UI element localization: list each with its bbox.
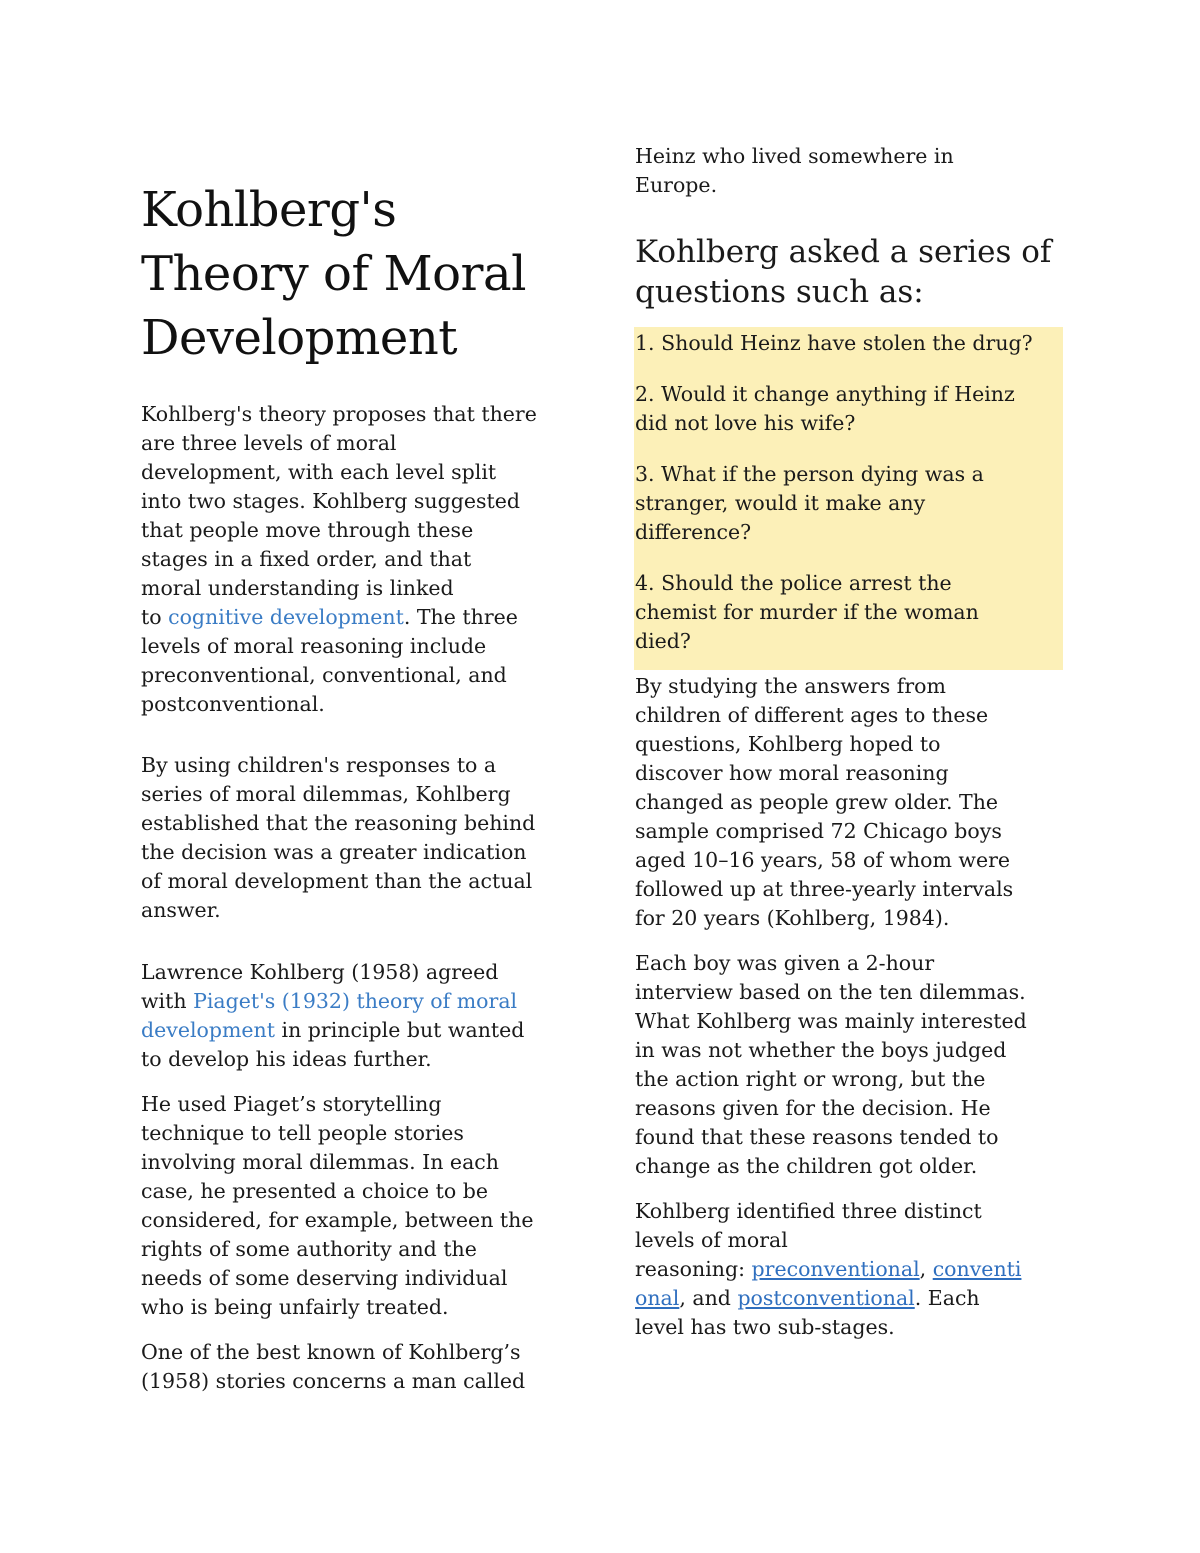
text-line: moral understanding is linked — [141, 576, 454, 600]
text-line — [141, 987, 524, 1016]
text-line: level has two sub-stages. — [635, 1315, 895, 1339]
text-line: interview based on the ten dilemmas. — [635, 980, 1026, 1004]
text-segment: to — [141, 605, 169, 629]
text-line: 4. Should the police arrest the — [635, 571, 952, 595]
text-segment: with — [141, 989, 194, 1013]
question-4 — [635, 569, 979, 656]
text-line: Each boy was given a 2-hour — [635, 951, 935, 975]
text-line: 1. Should Heinz have stolen the drug? — [635, 331, 1033, 355]
text-line: did not love his wife? — [635, 411, 856, 435]
text-line: children of different ages to these — [635, 703, 989, 727]
text-line: chemist for murder if the woman — [635, 600, 979, 624]
text-line: Europe. — [635, 173, 718, 197]
text-line: found that these reasons tended to — [635, 1125, 999, 1149]
text-line: 2. Would it change anything if Heinz — [635, 382, 1015, 406]
text-segment: . Each — [914, 1286, 980, 1310]
intro-paragraph — [141, 400, 537, 719]
text-line: the decision was a greater indication — [141, 840, 527, 864]
text-line: changed as people grew older. The — [635, 790, 999, 814]
title-line: Theory of Moral — [141, 246, 526, 302]
storytelling-paragraph — [141, 1090, 533, 1322]
text-line: reasons given for the decision. He — [635, 1096, 991, 1120]
text-line: postconventional. — [141, 692, 325, 716]
text-line: for 20 years (Kohlberg, 1984). — [635, 906, 950, 930]
text-segment: reasoning: — [635, 1257, 752, 1281]
cognitive-development-link[interactable]: cognitive development — [168, 605, 404, 629]
text-line: needs of some deserving individual — [141, 1266, 508, 1290]
text-line: 3. What if the person dying was a — [635, 462, 984, 486]
text-line: technique to tell people stories — [141, 1121, 464, 1145]
interview-paragraph — [635, 949, 1027, 1181]
text-line: What Kohlberg was mainly interested — [635, 1009, 1027, 1033]
piaget-theory-link[interactable]: Piaget's (1932) theory of moral — [193, 989, 518, 1013]
questions-heading — [635, 232, 1051, 312]
text-line: to develop his ideas further. — [141, 1047, 432, 1071]
text-line — [635, 1284, 1021, 1313]
text-line: sample comprised 72 Chicago boys — [635, 819, 1002, 843]
text-line: levels of moral — [635, 1228, 788, 1252]
text-line: development, with each level split — [141, 460, 497, 484]
text-line: into two stages. Kohlberg suggested — [141, 489, 520, 513]
text-line: are three levels of moral — [141, 431, 397, 455]
conventional-link-continued[interactable]: onal — [635, 1286, 680, 1310]
text-line: By studying the answers from — [635, 674, 946, 698]
text-line: Lawrence Kohlberg (1958) agreed — [141, 960, 499, 984]
text-line: levels of moral reasoning include — [141, 634, 487, 658]
question-3 — [635, 460, 984, 547]
text-line: case, he presented a choice to be — [141, 1179, 488, 1203]
text-line: One of the best known of Kohlberg’s — [141, 1340, 521, 1364]
text-line: (1958) stories concerns a man called — [141, 1369, 526, 1393]
conventional-link[interactable]: conventi — [932, 1257, 1022, 1281]
heading-line: Kohlberg asked a series of — [635, 234, 1052, 270]
text-line: difference? — [635, 520, 752, 544]
piaget-paragraph — [141, 958, 524, 1074]
text-line: rights of some authority and the — [141, 1237, 477, 1261]
text-segment: in principle but wanted — [275, 1018, 525, 1042]
question-2 — [635, 380, 1015, 438]
page-title — [141, 178, 581, 370]
text-line: established that the reasoning behind — [141, 811, 536, 835]
question-1 — [635, 329, 1033, 358]
study-paragraph — [635, 672, 1013, 933]
text-line: aged 10–16 years, 58 of whom were — [635, 848, 1011, 872]
text-line — [141, 1016, 524, 1045]
title-line: Development — [141, 310, 458, 366]
heinz-story-continued — [635, 142, 954, 200]
text-line: discover how moral reasoning — [635, 761, 949, 785]
text-line: of moral development than the actual — [141, 869, 533, 893]
dilemmas-paragraph — [141, 751, 535, 925]
text-line: preconventional, conventional, and — [141, 663, 507, 687]
text-line: questions, Kohlberg hoped to — [635, 732, 941, 756]
text-line: in was not whether the boys judged — [635, 1038, 1007, 1062]
text-segment: . The three — [403, 605, 518, 629]
text-line: followed up at three-yearly intervals — [635, 877, 1014, 901]
text-line: change as the children got older. — [635, 1154, 978, 1178]
text-line: stranger, would it make any — [635, 491, 926, 515]
heading-line: questions such as: — [635, 274, 924, 310]
text-line: died? — [635, 629, 691, 653]
text-line: considered, for example, between the — [141, 1208, 534, 1232]
text-segment: , — [919, 1257, 933, 1281]
heinz-story-paragraph — [141, 1338, 525, 1396]
text-line: By using children's responses to a — [141, 753, 497, 777]
text-line: Heinz who lived somewhere in — [635, 144, 954, 168]
text-line: answer. — [141, 898, 221, 922]
text-line: He used Piaget’s storytelling — [141, 1092, 442, 1116]
text-line: who is being unfairly treated. — [141, 1295, 449, 1319]
text-line: that people move through these — [141, 518, 474, 542]
title-line: Kohlberg's — [141, 182, 397, 238]
preconventional-link[interactable]: preconventional — [751, 1257, 920, 1281]
postconventional-link[interactable]: postconventional — [737, 1286, 915, 1310]
text-line — [635, 1255, 1021, 1284]
levels-paragraph — [635, 1197, 1021, 1342]
text-segment: , and — [679, 1286, 738, 1310]
text-line — [141, 603, 537, 632]
text-line: Kohlberg identified three distinct — [635, 1199, 982, 1223]
text-line: series of moral dilemmas, Kohlberg — [141, 782, 511, 806]
text-line: involving moral dilemmas. In each — [141, 1150, 499, 1174]
text-line: stages in a fixed order, and that — [141, 547, 472, 571]
text-line: Kohlberg's theory proposes that there — [141, 402, 537, 426]
text-line: the action right or wrong, but the — [635, 1067, 986, 1091]
piaget-theory-link-continued[interactable]: development — [141, 1018, 276, 1042]
